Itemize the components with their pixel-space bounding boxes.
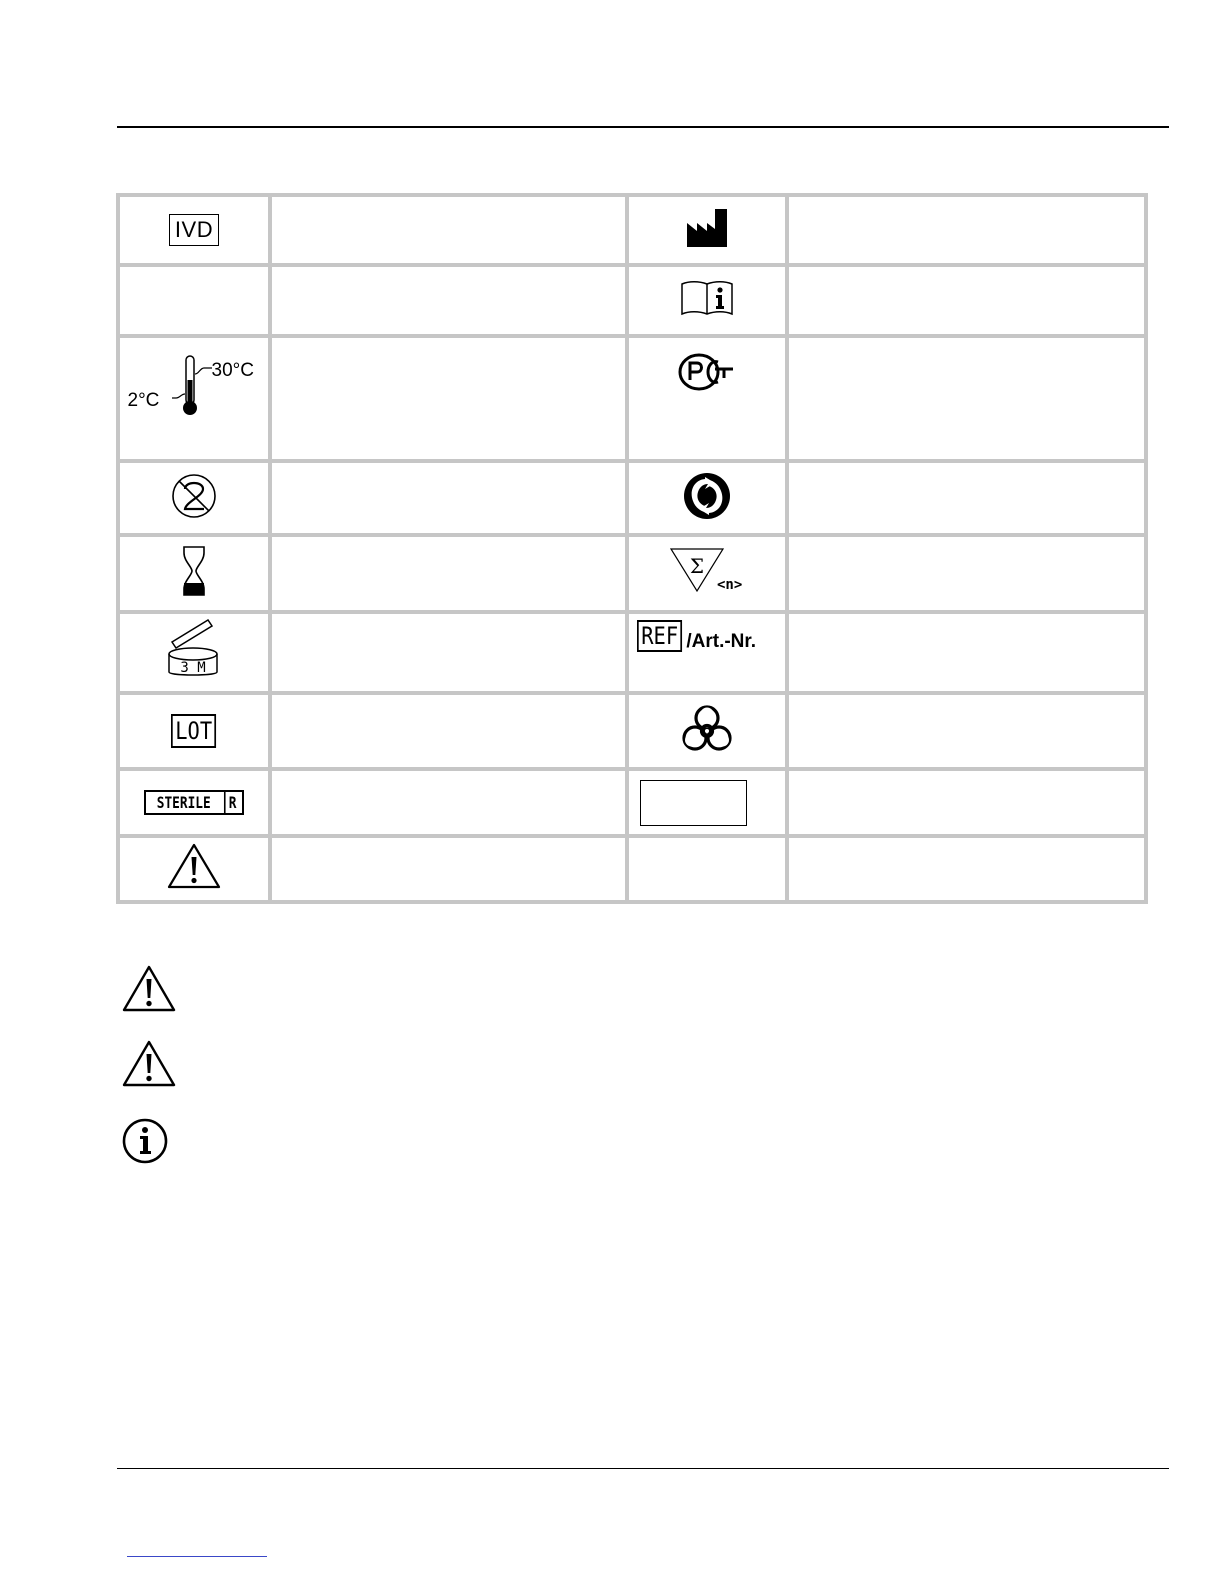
description-cell: [270, 535, 627, 611]
symbol-cell: [627, 336, 787, 462]
gost-r-icon: [677, 352, 737, 392]
ref-label: REF: [637, 620, 682, 652]
symbols-table: [116, 193, 1148, 904]
symbol-cell: [627, 612, 787, 693]
ivd-icon: IVD: [169, 214, 219, 246]
description-cell: [787, 612, 1146, 693]
sterile-label: STERILE: [157, 793, 212, 813]
description-cell: [270, 461, 627, 535]
description-cell: [787, 693, 1146, 769]
symbol-cell: [627, 195, 787, 265]
symbol-cell: [118, 693, 270, 769]
description-cell: [270, 265, 627, 335]
symbol-cell: [118, 461, 270, 535]
warning-icon: [166, 842, 222, 890]
header-rule: [117, 126, 1169, 128]
table-row: [118, 265, 1146, 335]
temperature-low-label: 2°C: [127, 389, 160, 411]
ref-art-nr-icon: [637, 620, 756, 652]
sterile-r-icon: [144, 790, 243, 815]
use-by-hourglass-icon: [181, 545, 207, 597]
sterile-r-label: R: [224, 792, 240, 813]
warning-icon: [121, 964, 177, 1014]
table-row: [118, 195, 1146, 265]
description-cell: [270, 195, 627, 265]
symbol-cell: [627, 836, 787, 902]
consult-instructions-icon: [679, 278, 735, 318]
caution-note: [121, 964, 177, 1019]
do-not-reuse-icon: [170, 472, 218, 520]
table-row: [118, 693, 1146, 769]
table-row: [118, 461, 1146, 535]
symbol-cell: [627, 693, 787, 769]
symbol-cell: [118, 265, 270, 335]
temperature-high-label: 30°C: [211, 359, 254, 381]
description-cell: [787, 769, 1146, 835]
art-nr-label: /Art.-Nr.: [686, 630, 757, 652]
table-row: [118, 336, 1146, 462]
warning-icon: [121, 1039, 177, 1089]
symbol-cell: [118, 336, 270, 462]
symbol-cell: [118, 612, 270, 693]
symbol-cell: [627, 535, 787, 611]
table-row: [118, 769, 1146, 835]
description-cell: [270, 612, 627, 693]
contains-n-tests-icon: [667, 545, 747, 597]
description-cell: [787, 336, 1146, 462]
svg-text:Σ: Σ: [689, 554, 705, 579]
table-row: [118, 612, 1146, 693]
caution-note: [121, 1039, 177, 1094]
green-dot-icon: [682, 471, 732, 521]
description-cell: [270, 836, 627, 902]
table-row: [118, 836, 1146, 902]
biohazard-icon: [681, 704, 733, 754]
period-after-opening-icon: [164, 618, 224, 682]
temperature-limit-icon: [122, 346, 267, 426]
description-cell: [787, 195, 1146, 265]
sigma-n-label: <n>: [717, 577, 743, 594]
footer-rule: [117, 1468, 1169, 1469]
symbol-cell: [118, 836, 270, 902]
symbol-cell: [627, 769, 787, 835]
symbol-cell: [627, 265, 787, 335]
symbol-cell: [118, 535, 270, 611]
description-cell: [270, 336, 627, 462]
manufacturer-icon: [685, 207, 729, 249]
description-cell: [787, 265, 1146, 335]
symbol-cell: [627, 461, 787, 535]
empty-symbol-box: [640, 780, 747, 826]
symbol-cell: [118, 769, 270, 835]
table-row: [118, 535, 1146, 611]
description-cell: [270, 693, 627, 769]
description-cell: [787, 461, 1146, 535]
description-cell: [787, 535, 1146, 611]
info-note: [121, 1117, 169, 1170]
lot-icon: LOT: [171, 714, 216, 748]
footer-link-underline[interactable]: [127, 1556, 267, 1557]
info-icon: [121, 1117, 169, 1165]
symbol-cell: [118, 195, 270, 265]
description-cell: [270, 769, 627, 835]
description-cell: [787, 836, 1146, 902]
pao-months-label: 3 M: [180, 659, 206, 676]
